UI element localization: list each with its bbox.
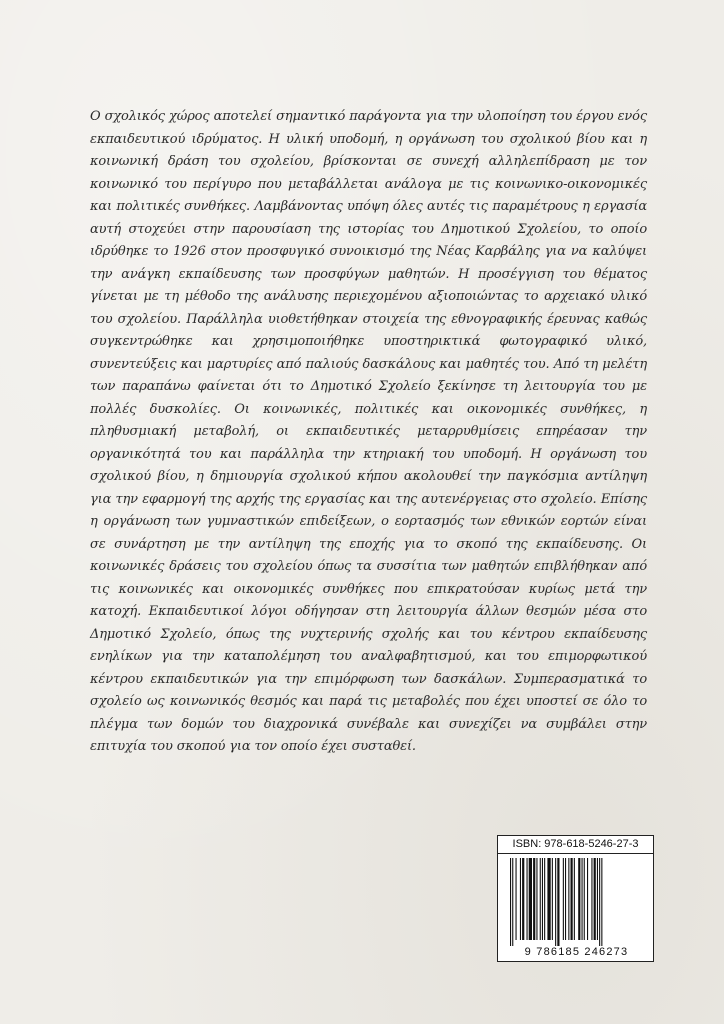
back-cover-text <box>90 106 647 759</box>
barcode-icon <box>506 858 647 952</box>
isbn-digits: 9 786185 246273 <box>504 946 649 958</box>
isbn-label: ISBN: 978-618-5246-27-3 <box>498 836 653 854</box>
summary-paragraph: Ο σχολικός χώρος αποτελεί σημαντικό παράγοντα για την υλοποίηση του έργου ενός εκπαιδευτικού ιδρύματος. Η υλική υποδομή, η οργάνωση του σχολικού βίου και η κοινωνική δράση του σχολείου, βρίσκονται σε συνεχή αλληλεπίδραση με τον κοινωνικό του περίγυρο που μεταβάλλεται ανάλογα με τις κοινωνικο-οικονομικές και πολιτικές συνθήκες. Λαμβάνοντας υπόψη όλες αυτές τις παραμέτρους η εργασία αυτή στοχεύει στην παρουσίαση της ιστορίας του Δημοτικού Σχολείου, το οποίο ιδρύθηκε το 1926 στον προσφυγικό συνοικισμό της Νέας Καρβάλης για να καλύψει την ανάγκη εκπαίδευσης των προσφύγων μαθητών. Η προσέγγιση του θέματος γίνεται με τη μέθοδο της ανάλυσης περιεχομένου αξιοποιώντας το αρχειακό υλικό του σχολείου. Παράλληλα υιοθετήθηκαν στοιχεία της εθνογραφικής έρευνας καθώς συγκεντρώθηκε και χρησιμοποιήθηκε υποστηρικτικά φωτογραφικό υλικό, συνεντεύξεις και μαρτυρίες από παλιούς δασκάλους και μαθητές του. Από τη μελέτη των παραπάνω φαίνεται ότι το Δημοτικό Σχολείο ξεκίνησε τη λειτουργία του με πολλές δυσκολίες. Οι κοινωνικές, πολιτικές και οικονομικές συνθήκες, η πληθυσμιακή μεταβολή, οι εκπαιδευτικές μεταρρυθμίσεις επηρέασαν την οργανικότητά του και παράλληλα την κτηριακή του υποδομή. Η οργάνωση του σχολικού βίου, η δημιουργία σχολικού κήπου ακολουθεί την παγκόσμια αντίληψη για την εφαρμογή της αρχής της εργασίας και της αυτενέργειας στο σχολείο. Επίσης η οργάνωση των γυμναστικών επιδείξεων, ο εορτασμός των εθνικών εορτών είναι σε συνάρτηση με την αντίληψη της εποχής για το σκοπό της εκπαίδευσης. Οι κοινωνικές δράσεις του σχολείου όπως τα συσσίτια των μαθητών επιβλήθηκαν από τις κοινωνικές και οικονομικές συνθήκες που επικρατούσαν κυρίως μετά την κατοχή. Εκπαιδευτικοί λόγοι οδήγησαν στη λειτουργία άλλων θεσμών μέσα στο Δημοτικό Σχολείο, όπως της νυχτερινής σχολής και του κέντρου εκπαίδευσης ενηλίκων για την καταπολέμηση του αναλφαβητισμού, και του επιμορφωτικού κέντρου εκπαιδευτικών για την επιμόρφωση των δασκάλων. Συμπερασματικά το σχολείο ως κοινωνικός θεσμός και παρά τις μεταβολές που έχει υποστεί σε όλο το πλέγμα των δομών του διαχρονικά συνέβαλε και συνεχίζει να συμβάλει στην επιτυχία του σκοπού για τον οποίο έχει συσταθεί. <box>90 109 647 754</box>
isbn-barcode-box <box>497 835 654 962</box>
